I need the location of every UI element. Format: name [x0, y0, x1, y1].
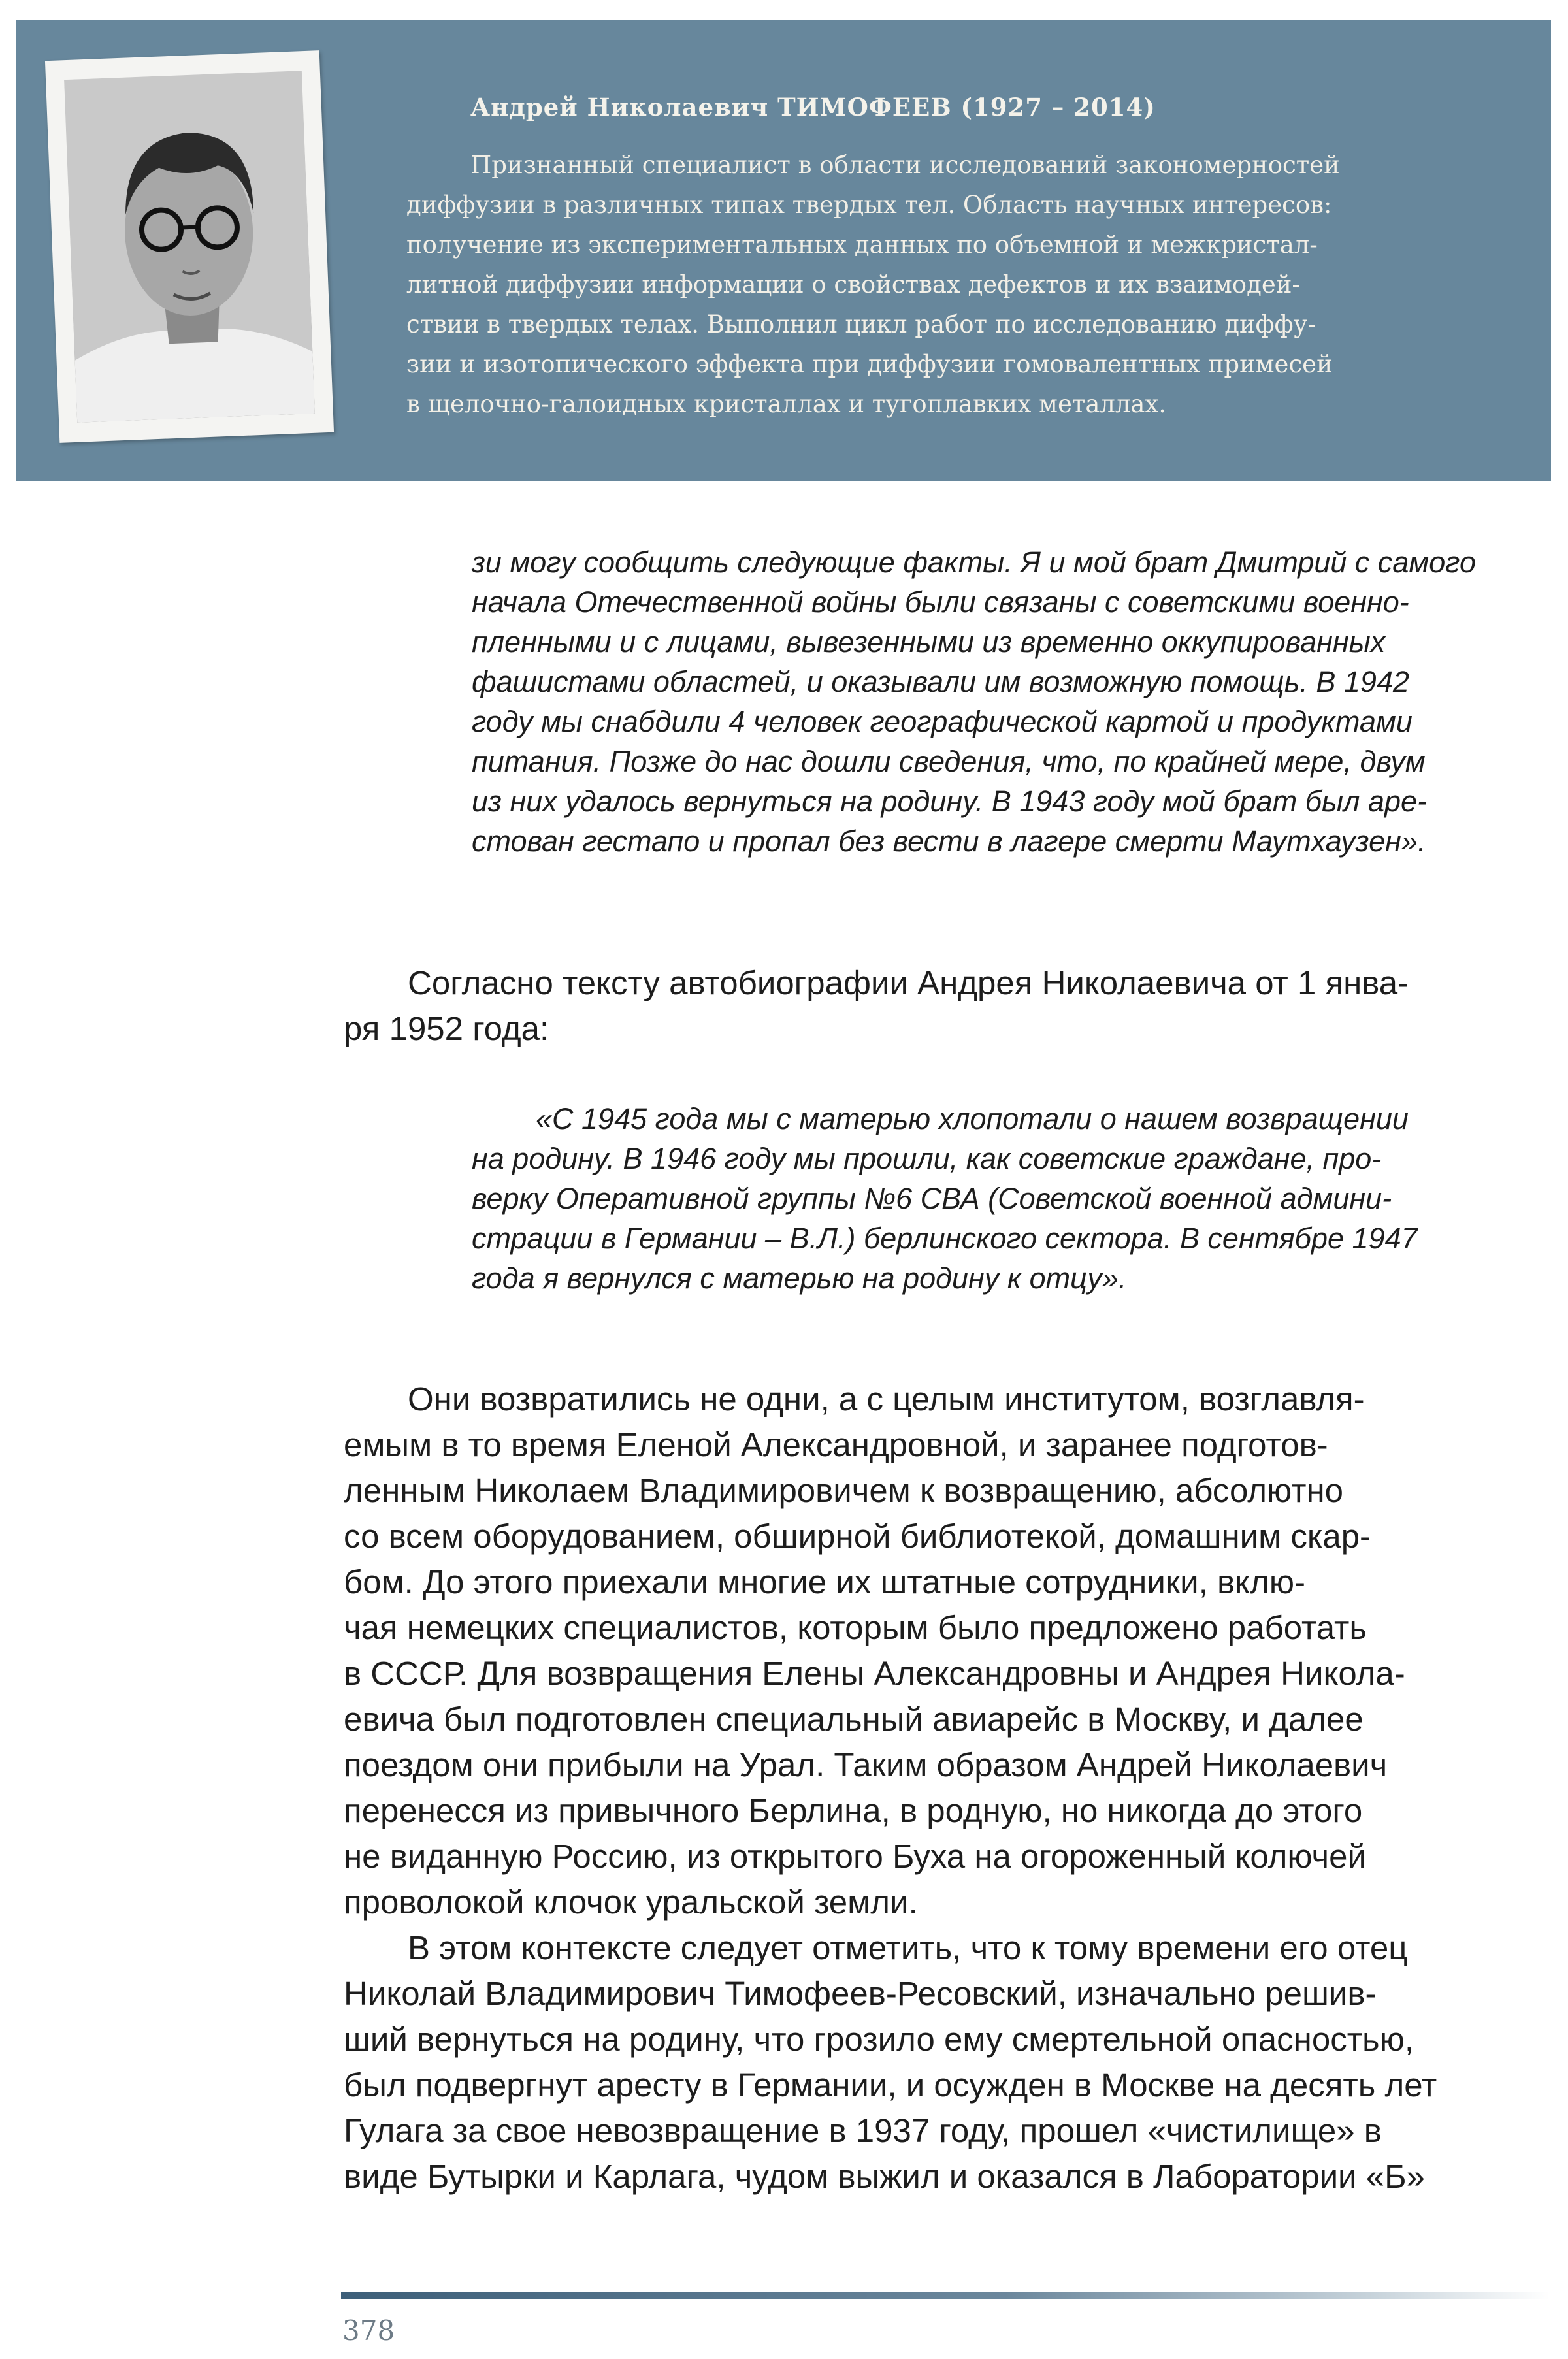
paragraph-line: со всем оборудованием, обширной библиотекой, домашним скар- [344, 1518, 1371, 1555]
quote-block-2 [472, 1099, 1550, 1298]
page-number: 378 [342, 2315, 395, 2347]
portrait-photo-frame [45, 50, 334, 443]
paragraph-line: ленным Николаем Владимировичем к возвращению, абсолютно [344, 1472, 1343, 1509]
paragraph-1 [344, 960, 1550, 1052]
paragraph-line: бом. До этого приехали многие их штатные сотрудники, вклю- [344, 1563, 1305, 1601]
paragraph-line: Они возвратились не одни, а с целым институтом, возглавля- [408, 1380, 1365, 1418]
paragraph-line: Согласно тексту автобиографии Андрея Николаевича от 1 янва- [408, 964, 1409, 1001]
quote-line: питания. Позже до нас дошли сведения, что, по крайней мере, двум [472, 745, 1426, 778]
quote-line: зи могу сообщить следующие факты. Я и мой брат Дмитрий с самого [472, 545, 1477, 579]
quote-line: пленными и с лицами, вывезенными из временно оккупированных [472, 625, 1386, 659]
quote-line: страции в Германии – В.Л.) берлинского сектора. В сентябре 1947 [472, 1222, 1418, 1255]
quote-line: начала Отечественной войны были связаны с советскими военно- [472, 585, 1409, 619]
paragraph-line: проволокой клочок уральской земли. [344, 1883, 918, 1921]
paragraph-line: евича был подготовлен специальный авиарейс в Москву, и далее [344, 1700, 1364, 1738]
paragraph-line: перенесся из привычного Берлина, в родную, но никогда до этого [344, 1792, 1363, 1829]
portrait-image [64, 71, 315, 423]
paragraph-line: поездом они прибыли на Урал. Таким образом Андрей Николаевич [344, 1746, 1388, 1783]
quote-line: стован гестапо и пропал без вести в лагере смерти Маутхаузен». [472, 824, 1426, 858]
quote-line: из них удалось вернуться на родину. В 1943 году мой брат был аре- [472, 785, 1428, 818]
bio-name: Андрей Николаевич ТИМОФЕЕВ (1927 – 2014) [470, 93, 1156, 122]
paragraph-line: Гулага за свое невозвращение в 1937 году, прошел «чистилище» в [344, 2112, 1382, 2149]
bio-line: литной диффузии информации о свойствах дефектов и их взаимодей- [406, 270, 1300, 299]
quote-line: «С 1945 года мы с матерью хлопотали о нашем возвращении [536, 1102, 1409, 1135]
paragraph-line: емым в то время Еленой Александровной, и заранее подготов- [344, 1426, 1328, 1463]
paragraph-line: чая немецких специалистов, которым было предложено работать [344, 1609, 1367, 1646]
bio-line: Признанный специалист в области исследований закономерностей [470, 151, 1340, 179]
paragraph-2 [344, 1376, 1550, 1925]
bio-line: в щелочно-галоидных кристаллах и тугоплавких металлах. [406, 390, 1167, 418]
quote-line: фашистами областей, и оказывали им возможную помощь. В 1942 [472, 665, 1410, 698]
paragraph-line: В этом контексте следует отметить, что к тому времени его отец [408, 1929, 1408, 1966]
paragraph-3 [344, 1925, 1550, 2200]
bio-line: ствии в твердых телах. Выполнил цикл работ по исследованию диффу- [406, 310, 1316, 338]
paragraph-line: в СССР. Для возвращения Елены Александровны и Андрея Никола- [344, 1655, 1405, 1692]
bio-description [406, 145, 1452, 424]
paragraph-line: виде Бутырки и Карлага, чудом выжил и оказался в Лаборатории «Б» [344, 2158, 1425, 2195]
quote-line: на родину. В 1946 году мы прошли, как советские граждане, про- [472, 1142, 1382, 1175]
paragraph-line: был подвергнут аресту в Германии, и осужден в Москве на десять лет [344, 2066, 1437, 2104]
quote-line: году мы снабдили 4 человек географической картой и продуктами [472, 705, 1413, 738]
bio-line: диффузии в различных типах твердых тел. Область научных интересов: [406, 191, 1332, 219]
paragraph-line: ря 1952 года: [344, 1010, 549, 1047]
quote-block-1 [472, 542, 1550, 861]
bio-line: получение из экспериментальных данных по объемной и межкристал- [406, 231, 1318, 259]
portrait-photo [64, 71, 315, 423]
quote-line: года я вернулся с матерью на родину к отцу». [472, 1261, 1127, 1295]
bio-line: зии и изотопического эффекта при диффузии гомовалентных примесей [406, 350, 1333, 378]
paragraph-line: не виданную Россию, из открытого Буха на огороженный колючей [344, 1838, 1366, 1875]
quote-line: верку Оперативной группы №6 СВА (Советской военной админи- [472, 1182, 1392, 1215]
paragraph-line: ший вернуться на родину, что грозило ему смертельной опасностью, [344, 2021, 1414, 2058]
paragraph-line: Николай Владимирович Тимофеев-Ресовский, изначально решив- [344, 1975, 1377, 2012]
footer-divider [341, 2292, 1550, 2299]
